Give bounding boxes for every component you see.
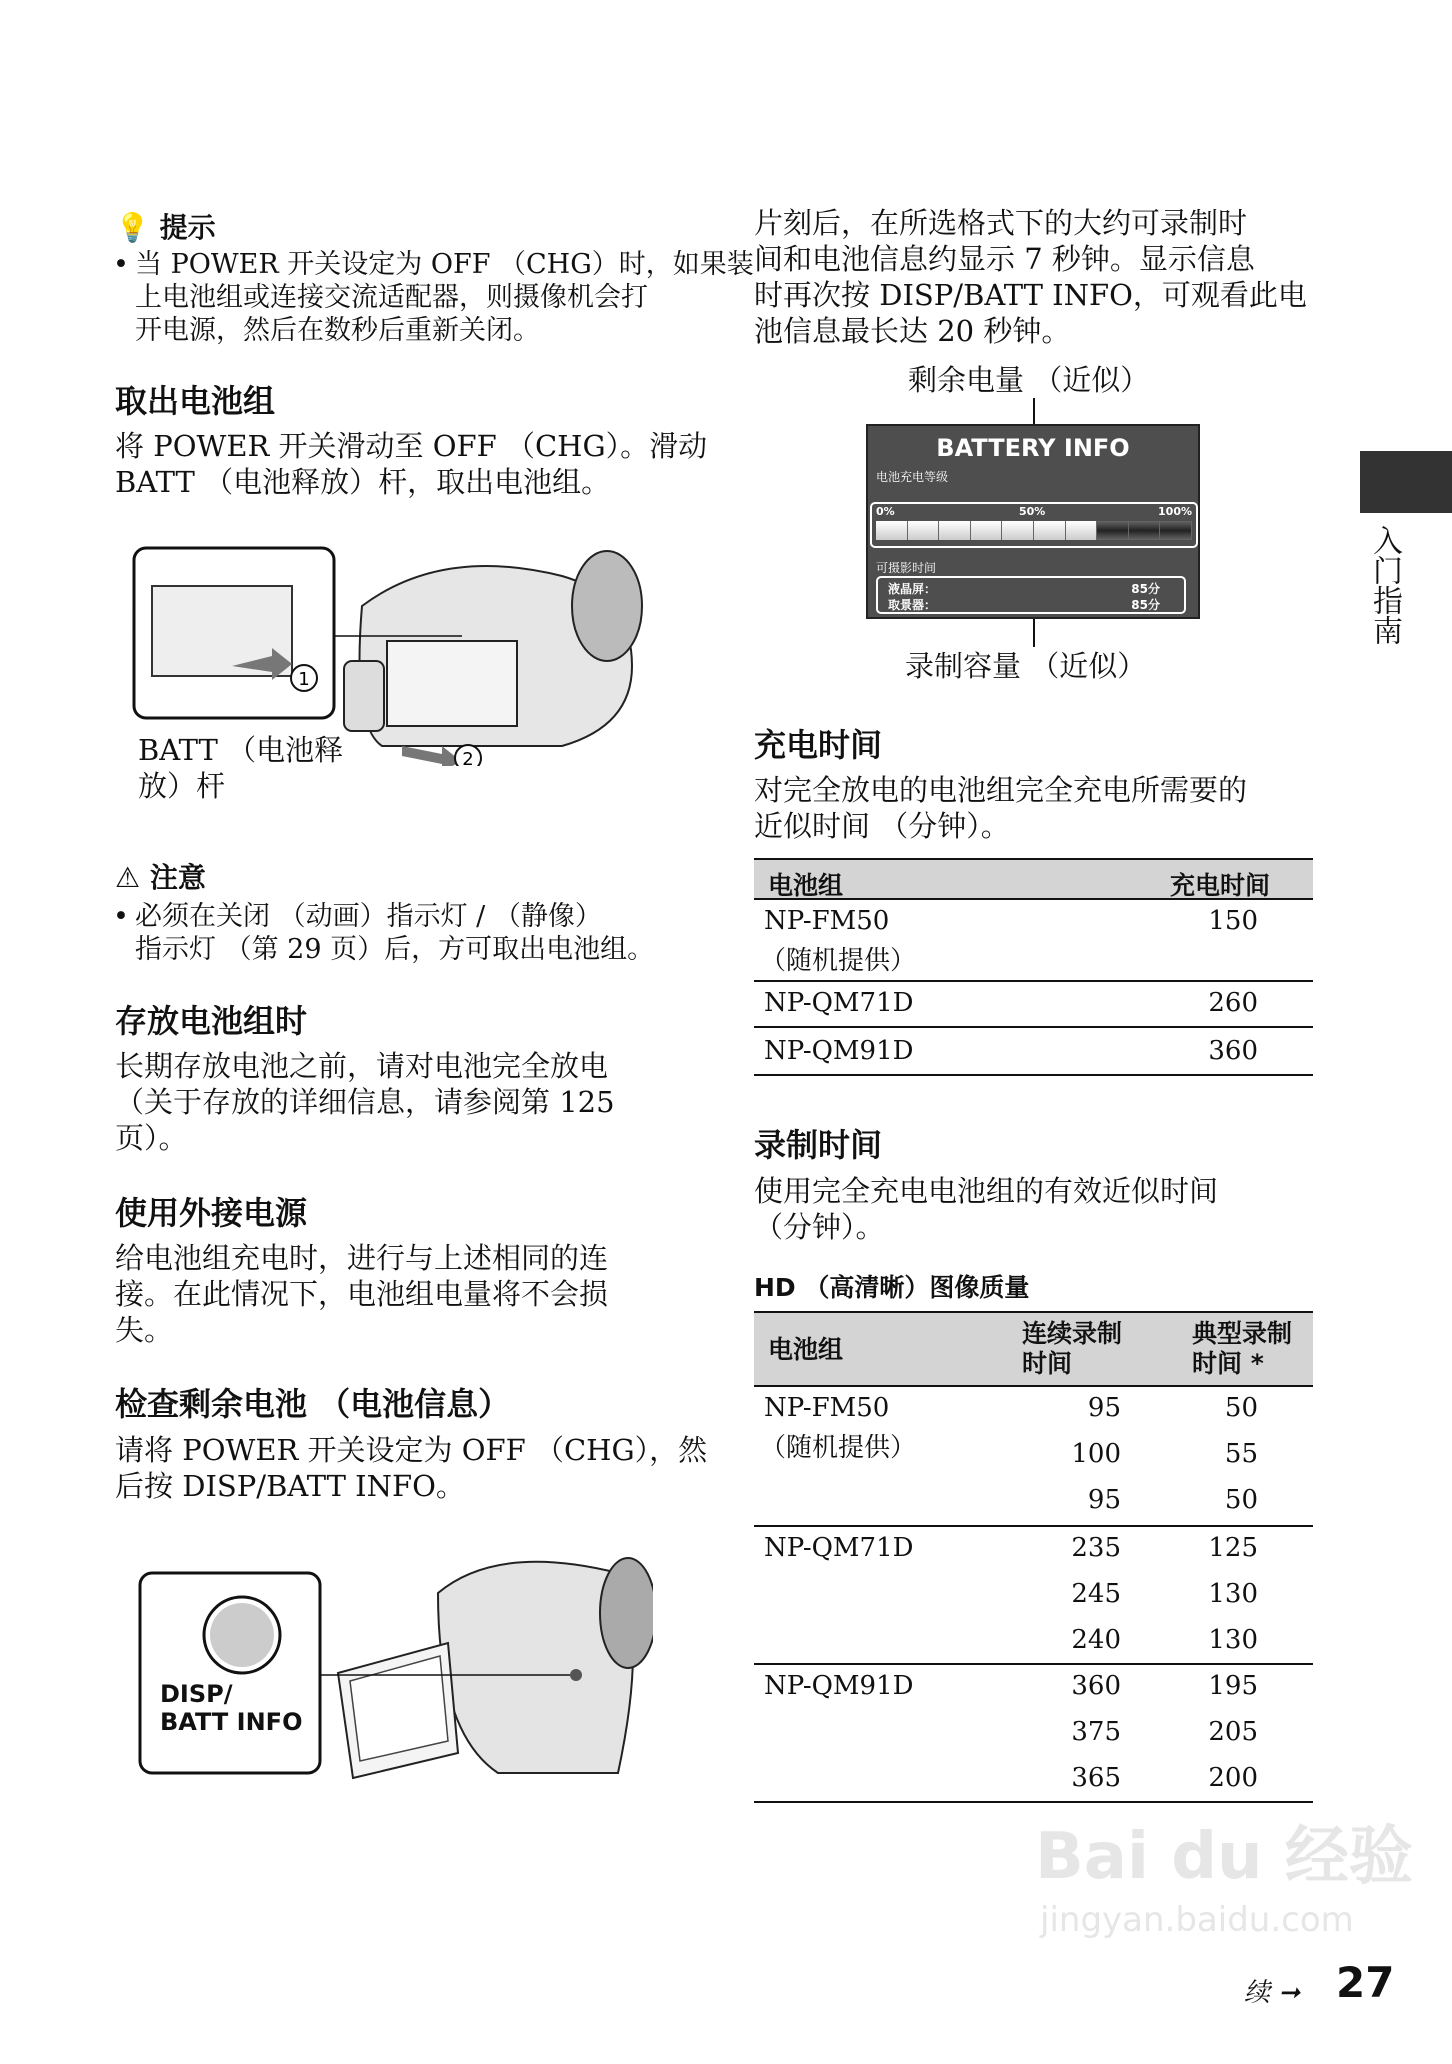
continuous-time: 375 [1071,1717,1121,1747]
side-tab-marker [1360,451,1452,513]
heading-check-battery: 检查剩余电池 （电池信息） [115,1385,511,1423]
typical-time: 200 [1208,1763,1258,1793]
tip-text: • 当 POWER 开关设定为 OFF （CHG）时，如果装 上电池组或连接交流适配器，则摄像机会打 开电源，然后在数秒后重新关闭。 [113,249,754,346]
typical-time: 50 [1224,1393,1258,1423]
charge-level-label: 电池充电等级 [876,470,949,484]
lcd-label: 液晶屏： [888,582,937,596]
charge-level-box [870,502,1198,548]
typical-time: 130 [1208,1625,1258,1655]
table-row-group [754,1665,1313,1803]
battery-info-title: BATTERY INFO [936,434,1130,462]
lightbulb-icon: 💡 [115,211,150,244]
side-tab-label: 入门指南 [1367,525,1402,645]
typical-time: 195 [1208,1671,1258,1701]
battery-note: （随机提供） [760,1433,917,1463]
continuous-time: 95 [1087,1485,1121,1515]
continuous-time: 365 [1071,1763,1121,1793]
typical-time: 55 [1224,1439,1258,1469]
typical-time: 50 [1224,1485,1258,1515]
external-text: 给电池组充电时，进行与上述相同的连 接。在此情况下，电池组电量将不会损 失。 [115,1241,609,1347]
viewfinder-value: 85分 [1131,598,1160,612]
battery-name: NP-QM71D [764,1533,914,1563]
continued-label: 续 ➞ [1244,1978,1301,2008]
step-1-marker: 1 [298,669,310,690]
charge-text: 对完全放电的电池组完全充电所需要的 近似时间 （分钟）。 [754,773,1248,843]
charge-segment [939,521,971,540]
tip-title: 💡 提示 [115,211,216,244]
continuous-time: 235 [1071,1533,1121,1563]
caution-icon: ⚠ [115,861,141,894]
charge-segment [971,521,1003,540]
arrow-right-icon: ➞ [1278,1978,1301,2008]
note-text: • 必须在关闭 （动画）指示灯 / （静像） 指示灯 （第 29 页）后，方可取出电池组。 [113,901,655,965]
remaining-charge-label: 剩余电量 （近似） [908,363,1150,397]
continuous-time: 240 [1071,1625,1121,1655]
recording-text: 使用完全充电电池组的有效近似时间 （分钟）。 [754,1174,1219,1244]
check-text: 请将 POWER 开关设定为 OFF （CHG），然 后按 DISP/BATT INFO。 [115,1433,708,1503]
charge-segment [1066,521,1098,540]
continuous-time: 245 [1071,1579,1121,1609]
step-2-marker: 2 [462,749,474,766]
lcd-value: 85分 [1131,582,1160,596]
page-number: 27 [1336,1958,1395,2007]
hd-quality-label: HD （高清晰）图像质量 [754,1273,1030,1302]
viewfinder-label: 取景器： [888,598,937,612]
remove-text: 将 POWER 开关滑动至 OFF （CHG）。滑动 BATT （电池释放）杆，取出电池组。 [115,429,708,499]
scale-label: 100% [1158,505,1192,518]
charge-segment [1097,521,1129,540]
recording-time-label: 可摄影时间 [876,561,937,575]
charge-segment [1129,521,1161,540]
typical-time: 130 [1208,1579,1258,1609]
store-text: 长期存放电池之前，请对电池完全放电 （关于存放的详细信息，请参阅第 125 页）。 [115,1049,615,1155]
charge-segment [1160,521,1192,540]
note-title: ⚠ 注意 [115,861,206,894]
charge-segment [1002,521,1034,540]
charge-level-bar [876,521,1192,540]
battery-name: NP-QM91D [764,1671,914,1701]
continuous-time: 100 [1071,1439,1121,1469]
charge-time-table [754,858,1313,1076]
table-header: 电池组 充电时间 [754,858,1313,900]
table-row: NP-FM50 （随机提供） 150 [754,900,1313,982]
watermark-url: jingyan.baidu.com [1040,1900,1354,1940]
disp-batt-info-button: DISP/ BATT INFO [160,1680,303,1736]
charge-segment [908,521,940,540]
typical-time: 205 [1208,1717,1258,1747]
disp-button-illustration [138,1553,653,1793]
heading-remove-battery: 取出电池组 [115,382,276,420]
table-row: NP-QM91D 360 [754,1028,1313,1076]
battery-info-intro: 片刻后，在所选格式下的大约可录制时 间和电池信息约显示 7 秒钟。显示信息 时再次按 DISP/BATT INFO，可观看此电 池信息最长达 20 秒钟。 [754,206,1307,348]
charge-segment [876,521,908,540]
table-row-group [754,1387,1313,1527]
heading-external-power: 使用外接电源 [115,1194,308,1232]
battery-name: NP-FM50 [764,1393,890,1423]
heading-recording-time: 录制时间 [754,1126,883,1164]
watermark-logo: Bai du 经验 [1035,1820,1413,1894]
table-header: 电池组 连续录制 时间 典型录制 时间 * [754,1311,1313,1387]
scale-label: 0% [876,505,895,518]
table-row: NP-QM71D 260 [754,982,1313,1028]
callout-line [1033,619,1035,647]
recording-time-table [754,1311,1313,1803]
continuous-time: 95 [1087,1393,1121,1423]
recording-time-box [876,576,1186,614]
battery-info-screen [866,424,1200,619]
typical-time: 125 [1208,1533,1258,1563]
batt-lever-caption: BATT （电池释 放）杆 [138,733,344,803]
heading-charge-time: 充电时间 [754,726,883,764]
recording-capacity-label: 录制容量 （近似） [905,649,1147,683]
heading-store-battery: 存放电池组时 [115,1002,308,1040]
continuous-time: 360 [1071,1671,1121,1701]
scale-label: 50% [1019,505,1046,518]
charge-segment [1034,521,1066,540]
table-row-group [754,1527,1313,1665]
